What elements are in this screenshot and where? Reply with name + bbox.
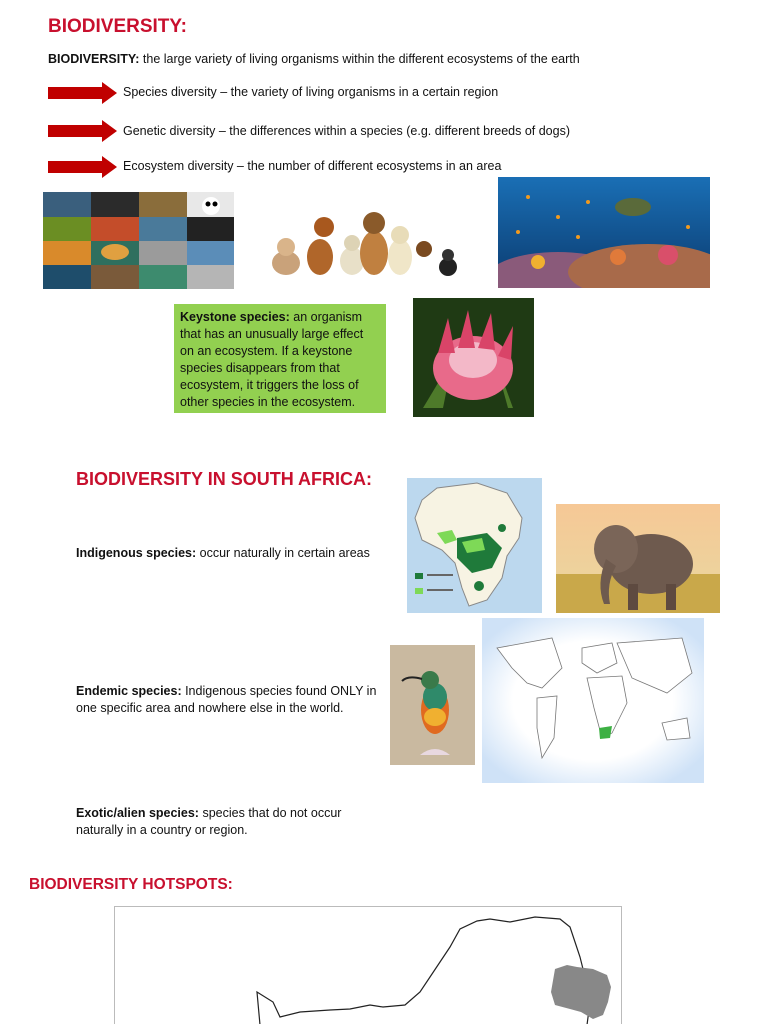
elephant-image	[556, 504, 720, 613]
keystone-term: Keystone species:	[180, 310, 290, 324]
definition-term: BIODIVERSITY:	[48, 52, 140, 66]
exotic-definition	[76, 805, 376, 839]
sa-heading: BIODIVERSITY IN SOUTH AFRICA:	[76, 469, 373, 489]
sunbird-image	[390, 645, 475, 765]
protea-flower-image	[413, 298, 534, 417]
hotspots-map	[114, 906, 622, 1024]
indigenous-term: Indigenous species:	[76, 546, 197, 560]
endemic-definition	[76, 683, 382, 717]
africa-elephant-range-map	[407, 478, 542, 613]
exotic-text: species that do not occur naturally in a country or region.	[76, 806, 342, 837]
type-species: Species diversity – the variety of living organisms in a certain region	[123, 85, 499, 99]
keystone-text: an organism that has an unusually large effect on an ecosystem. If a keystone species disappears from that ecosystem, it triggers the loss of other species in the ecosystem.	[180, 310, 364, 409]
keystone-definition-box	[174, 304, 386, 413]
dog-breeds-image	[268, 205, 460, 279]
coral-reef-image	[498, 177, 710, 288]
definition-text: the large variety of living organisms within the different ecosystems of the earth	[139, 52, 580, 66]
page-title: BIODIVERSITY:	[48, 16, 187, 37]
animal-collage-image	[43, 192, 234, 289]
indigenous-text: occur naturally in certain areas	[196, 546, 370, 560]
endemic-text: Indigenous species found ONLY in one specific area and nowhere else in the world.	[76, 684, 377, 715]
endemic-term: Endemic species:	[76, 684, 182, 698]
arrow-icon	[48, 120, 118, 142]
type-genetic: Genetic diversity – the differences within a species (e.g. different breeds of dogs)	[123, 124, 571, 138]
world-map-south-africa	[482, 618, 704, 783]
arrow-icon	[48, 82, 118, 104]
definition	[48, 51, 580, 68]
exotic-term: Exotic/alien species:	[76, 806, 199, 820]
hotspots-heading: BIODIVERSITY HOTSPOTS:	[29, 876, 233, 893]
type-ecosystem: Ecosystem diversity – the number of different ecosystems in an area	[123, 159, 502, 173]
indigenous-definition	[76, 545, 370, 562]
arrow-icon	[48, 156, 118, 178]
